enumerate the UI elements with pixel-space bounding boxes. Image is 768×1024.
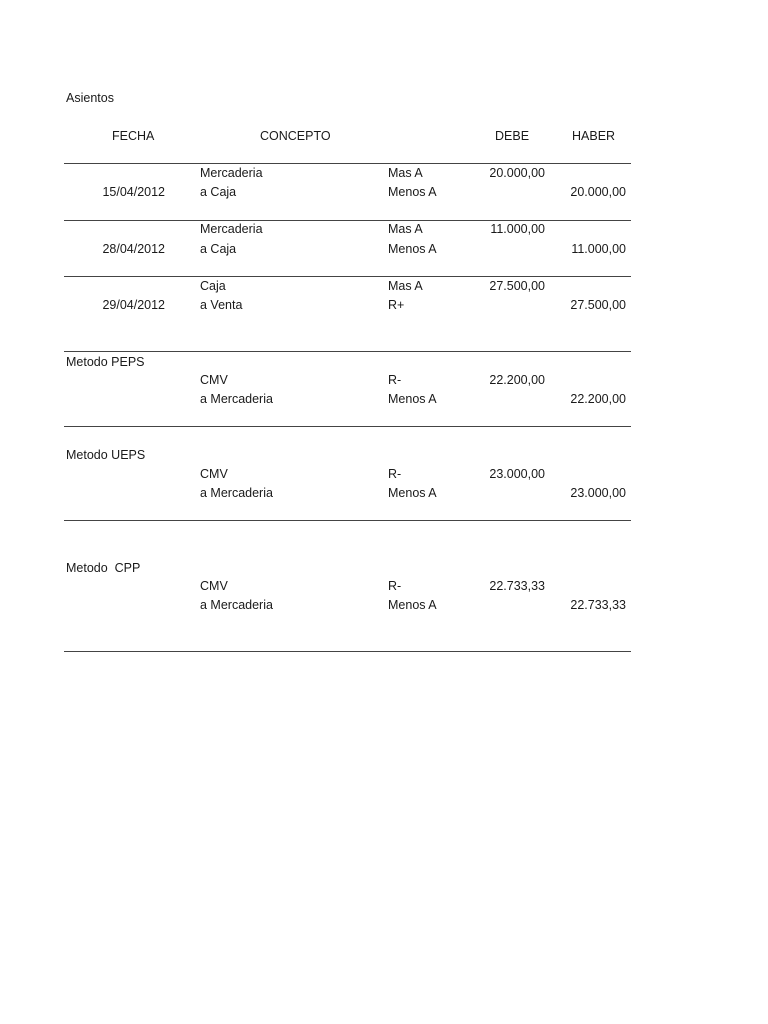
header-concepto: CONCEPTO — [260, 129, 331, 143]
row-divider — [64, 163, 631, 164]
entry-debit-tag: Mas A — [388, 166, 423, 180]
method-credit-tag: Menos A — [388, 392, 437, 406]
row-divider — [64, 220, 631, 221]
header-fecha: FECHA — [112, 129, 155, 143]
entry-credit-account: a Venta — [200, 298, 243, 312]
method-label: Metodo UEPS — [66, 448, 146, 462]
entry-debit-tag: Mas A — [388, 222, 423, 236]
section-divider — [64, 351, 631, 352]
entry-date: 28/04/2012 — [102, 242, 165, 256]
entry-credit-tag: R+ — [388, 298, 405, 312]
method-credit-account: a Mercaderia — [200, 598, 273, 612]
method-debit-tag: R- — [388, 579, 402, 593]
method-credit-tag: Menos A — [388, 598, 437, 612]
method-haber-amount: 22.733,33 — [570, 598, 626, 612]
method-credit-tag: Menos A — [388, 486, 437, 500]
entry-debit-account: Mercaderia — [200, 222, 263, 236]
method-debit-account: CMV — [200, 579, 228, 593]
entry-debit-account: Mercaderia — [200, 166, 263, 180]
method-haber-amount: 23.000,00 — [570, 486, 626, 500]
method-debit-account: CMV — [200, 373, 228, 387]
entry-credit-tag: Menos A — [388, 185, 437, 199]
entry-debit-tag: Mas A — [388, 279, 423, 293]
method-haber-amount: 22.200,00 — [570, 392, 626, 406]
method-debe-amount: 23.000,00 — [489, 467, 545, 481]
entry-debe-amount: 27.500,00 — [489, 279, 545, 293]
method-label: Metodo PEPS — [66, 355, 145, 369]
entry-credit-account: a Caja — [200, 242, 237, 256]
method-label: Metodo CPP — [66, 561, 141, 575]
entry-haber-amount: 20.000,00 — [570, 185, 626, 199]
entry-haber-amount: 27.500,00 — [570, 298, 626, 312]
entry-debit-account: Caja — [200, 279, 226, 293]
row-divider — [64, 276, 631, 277]
entry-date: 29/04/2012 — [102, 298, 165, 312]
method-debe-amount: 22.733,33 — [489, 579, 545, 593]
header-debe: DEBE — [495, 129, 530, 143]
entry-debe-amount: 20.000,00 — [489, 166, 545, 180]
entry-credit-tag: Menos A — [388, 242, 437, 256]
section-divider — [64, 651, 631, 652]
entry-debe-amount: 11.000,00 — [490, 222, 545, 236]
section-divider — [64, 520, 631, 521]
page-title: Asientos — [66, 91, 114, 105]
method-debit-tag: R- — [388, 467, 402, 481]
method-credit-account: a Mercaderia — [200, 392, 273, 406]
method-debe-amount: 22.200,00 — [489, 373, 545, 387]
entry-credit-account: a Caja — [200, 185, 237, 199]
method-debit-tag: R- — [388, 373, 402, 387]
method-credit-account: a Mercaderia — [200, 486, 273, 500]
entry-date: 15/04/2012 — [102, 185, 165, 199]
method-debit-account: CMV — [200, 467, 228, 481]
header-haber: HABER — [572, 129, 616, 143]
entry-haber-amount: 11.000,00 — [571, 242, 626, 256]
section-divider — [64, 426, 631, 427]
